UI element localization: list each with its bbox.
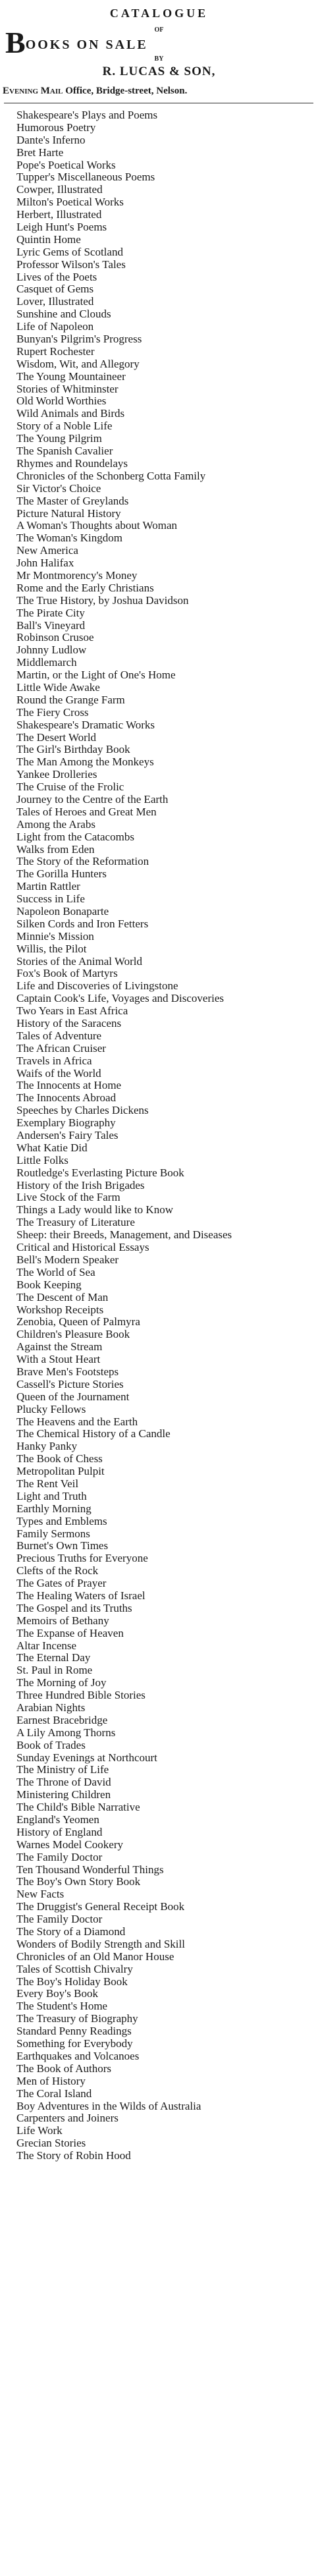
book-list-item: The Family Doctor [16, 1913, 103, 1926]
book-list-item: The Woman's Kingdom [16, 532, 122, 545]
book-list-item: Light and Truth [16, 1490, 87, 1502]
book-list-item: Book of Trades [16, 1739, 86, 1751]
book-list-item: Ball's Vineyard [16, 619, 86, 632]
book-list-item: The Boy's Holiday Book [16, 1975, 128, 1988]
book-list-item: Wisdom, Wit, and Allegory [16, 358, 140, 370]
book-list-item: Book Keeping [16, 1278, 82, 1291]
book-list-item: Wonders of Bodily Strength and Skill [16, 1938, 185, 1950]
book-list-item: Mr Montmorency's Money [16, 569, 138, 582]
book-list-item: Ten Thousand Wonderful Things [16, 1863, 164, 1876]
book-list-item: Little Folks [16, 1154, 68, 1166]
of-label: OF [154, 26, 164, 34]
book-list-item: Sunshine and Clouds [16, 308, 111, 321]
book-list-item: Metropolitan Pulpit [16, 1466, 105, 1478]
books-on-sale-heading [5, 28, 315, 58]
book-list-item: Speeches by Charles Dickens [16, 1105, 149, 1117]
book-list-item: Burnet's Own Times [16, 1540, 109, 1552]
book-list-item: The Druggist's General Receipt Book [16, 1901, 185, 1913]
book-list-item: Exemplary Biography [16, 1117, 116, 1130]
book-list-item: Minnie's Mission [16, 930, 94, 943]
book-list-item: Bunyan's Pilgrim's Progress [16, 333, 142, 346]
book-list-item: The Fiery Cross [16, 706, 89, 719]
book-list-item: Tupper's Miscellaneous Poems [16, 171, 155, 184]
book-list-item: Men of History [16, 2075, 86, 2087]
book-list-item: Round the Grange Farm [16, 694, 125, 706]
book-list-item: History of the Irish Brigades [16, 1179, 145, 1192]
book-list-item: Live Stock of the Farm [16, 1192, 120, 1204]
book-list-item: The Heavens and the Earth [16, 1415, 138, 1428]
address-rest: Office, Bridge-street, Nelson. [63, 86, 188, 96]
book-list-item: Among the Arabs [16, 818, 95, 831]
book-list-item: Two Years in East Africa [16, 1005, 128, 1018]
book-list-item: A Woman's Thoughts about Woman [16, 520, 177, 532]
book-list-item: The Boy's Own Story Book [16, 1876, 141, 1888]
book-list-item: Story of a Noble Life [16, 420, 113, 433]
book-list-item: What Katie Did [16, 1141, 88, 1154]
book-list-item: Tales of Scottish Chivalry [16, 1963, 133, 1975]
book-list-item: History of the Saracens [16, 1018, 122, 1030]
book-list-item: Clefts of the Rock [16, 1565, 99, 1577]
book-list-item: Zenobia, Queen of Palmyra [16, 1316, 140, 1329]
book-list-item: Martin Rattler [16, 881, 80, 893]
book-list-item: Sheep: their Breeds, Management, and Diseases [16, 1229, 232, 1242]
book-list-item: Chronicles of an Old Manor House [16, 1950, 174, 1963]
book-list-item: Sunday Evenings at Northcourt [16, 1751, 157, 1764]
book-list-item: Life of Napoleon [16, 321, 94, 333]
book-list-item: History of England [16, 1826, 103, 1838]
book-list-item: Walks from Eden [16, 843, 95, 856]
book-list-item: Milton's Poetical Works [16, 196, 124, 209]
book-list-item: Little Wide Awake [16, 681, 100, 694]
book-list-item: Rome and the Early Christians [16, 582, 154, 594]
book-list-item: Robinson Crusoe [16, 632, 94, 644]
book-list-item: Hanky Panky [16, 1440, 78, 1453]
book-list-item: Standard Penny Readings [16, 2025, 132, 2038]
book-list-item: With a Stout Heart [16, 1354, 101, 1366]
book-list-item: The Chemical History of a Candle [16, 1428, 171, 1440]
book-list-item: Journey to the Centre of the Earth [16, 793, 169, 806]
book-list-item: Rhymes and Roundelays [16, 457, 128, 470]
book-list-item: Arabian Nights [16, 1702, 86, 1714]
book-list-item: Old World Worthies [16, 395, 107, 408]
book-list-item: Altar Incense [16, 1639, 77, 1652]
book-list-item: The Story of the Reformation [16, 856, 149, 868]
book-list-item: The Ministry of Life [16, 1764, 109, 1776]
book-list-item: Light from the Catacombs [16, 831, 134, 843]
book-list-item: Waifs of the World [16, 1067, 101, 1080]
book-list-item: Yankee Drolleries [16, 769, 97, 781]
book-list-item: Children's Pleasure Book [16, 1329, 130, 1341]
book-list-item: Life and Discoveries of Livingstone [16, 980, 178, 993]
book-list-item: Earnest Bracebridge [16, 1714, 108, 1726]
book-list-item: Routledge's Everlasting Picture Book [16, 1166, 184, 1179]
book-list-item: Cowper, Illustrated [16, 184, 103, 196]
book-list-item: A Lily Among Thorns [16, 1726, 116, 1739]
book-list-item: Success in Life [16, 893, 85, 906]
book-list-item: Three Hundred Bible Stories [16, 1689, 146, 1702]
book-list-item: The Treasury of Literature [16, 1217, 135, 1229]
publisher-name: R. LUCAS & SON, [102, 65, 216, 78]
book-list-item: England's Yeomen [16, 1814, 99, 1826]
book-list-item: The Pirate City [16, 607, 85, 619]
book-list-item: Every Boy's Book [16, 1988, 98, 2000]
book-list-item: The Expanse of Heaven [16, 1627, 124, 1639]
book-list-item: New America [16, 545, 78, 557]
book-list-item: John Halifax [16, 557, 74, 570]
book-list-item: The Throne of David [16, 1776, 111, 1789]
publisher-address [3, 86, 316, 97]
book-list-item: Life Work [16, 2125, 63, 2137]
book-list-item: The Master of Greylands [16, 495, 129, 507]
book-list-item: Cassell's Picture Stories [16, 1378, 124, 1390]
book-list-item: Stories of Whitminster [16, 383, 119, 395]
book-list-item: The Innocents Abroad [16, 1092, 117, 1105]
book-list-item: The Book of Chess [16, 1453, 103, 1466]
book-list-item: New Facts [16, 1888, 65, 1901]
book-list-item: The Spanish Cavalier [16, 445, 113, 458]
book-list-item: The African Cruiser [16, 1042, 106, 1055]
book-list-item: Tales of Adventure [16, 1029, 102, 1042]
book-list-item: The Rent Veil [16, 1477, 79, 1490]
book-list-item: The True History, by Joshua Davidson [16, 594, 189, 607]
book-list-item: The Gorilla Hunters [16, 868, 107, 881]
book-list-item: Things a Lady would like to Know [16, 1204, 173, 1217]
book-list-item: Herbert, Illustrated [16, 209, 102, 221]
book-list-item: The Child's Bible Narrative [16, 1801, 140, 1814]
book-list-item: Grecian Stories [16, 2137, 86, 2150]
book-list-item: Earthquakes and Volcanoes [16, 2050, 140, 2062]
book-list-item: The Innocents at Home [16, 1080, 122, 1092]
book-list-item: Quintin Home [16, 233, 81, 246]
book-list-item: Stories of the Animal World [16, 955, 142, 968]
book-list [0, 109, 318, 2162]
book-list-item: The Story of Robin Hood [16, 2150, 131, 2162]
book-list-item: The Student's Home [16, 2000, 108, 2013]
book-list-item: Travels in Africa [16, 1055, 92, 1067]
book-list-item: Middlemarch [16, 657, 77, 669]
by-label: BY [154, 55, 164, 63]
book-list-item: Types and Emblems [16, 1515, 107, 1527]
book-list-item: Pope's Poetical Works [16, 159, 116, 171]
book-list-item: The Gospel and its Truths [16, 1602, 132, 1614]
book-list-item: Martin, or the Light of One's Home [16, 669, 176, 682]
books-initial: B [5, 26, 26, 59]
book-list-item: Warnes Model Cookery [16, 1838, 123, 1851]
book-list-item: Fox's Book of Martyrs [16, 968, 118, 980]
book-list-item: Plucky Fellows [16, 1403, 86, 1415]
book-list-item: Lover, Illustrated [16, 296, 94, 308]
book-list-item: Boy Adventures in the Wilds of Australia [16, 2100, 201, 2112]
book-list-item: Bell's Modern Speaker [16, 1253, 119, 1266]
book-list-item: Something for Everybody [16, 2038, 133, 2050]
book-list-item: Tales of Heroes and Great Men [16, 806, 157, 818]
book-list-item: Dante's Inferno [16, 134, 86, 146]
book-list-item: Picture Natural History [16, 507, 121, 520]
book-list-item: Lyric Gems of Scotland [16, 246, 123, 258]
book-list-item: Johnny Ludlow [16, 644, 87, 657]
book-list-item: The Cruise of the Frolic [16, 781, 124, 794]
catalogue-title: CATALOGUE [109, 7, 209, 20]
book-list-item: Sir Victor's Choice [16, 482, 101, 495]
book-list-item: Casquet of Gems [16, 283, 94, 296]
book-list-item: St. Paul in Rome [16, 1664, 93, 1677]
book-list-item: Humorous Poetry [16, 121, 96, 134]
book-list-item: Professor Wilson's Tales [16, 258, 126, 271]
book-list-item: The Story of a Diamond [16, 1926, 126, 1938]
book-list-item: Shakespeare's Plays and Poems [16, 109, 158, 121]
book-list-item: Precious Truths for Everyone [16, 1552, 148, 1565]
book-list-item: The Healing Waters of Israel [16, 1589, 146, 1602]
book-list-item: Napoleon Bonaparte [16, 906, 109, 918]
book-list-item: The Family Doctor [16, 1851, 103, 1863]
address-lead: Evening Mail [3, 86, 63, 96]
book-list-item: The Treasury of Biography [16, 2013, 138, 2025]
book-list-item: Carpenters and Joiners [16, 2112, 119, 2125]
book-list-item: Chronicles of the Schonberg Cotta Family [16, 470, 206, 482]
books-rest: OOKS ON SALE [25, 38, 148, 52]
book-list-item: Andersen's Fairy Tales [16, 1130, 119, 1142]
book-list-item: Willis, the Pilot [16, 943, 87, 955]
book-list-item: The Gates of Prayer [16, 1577, 107, 1590]
book-list-item: Leigh Hunt's Poems [16, 221, 107, 234]
book-list-item: The Man Among the Monkeys [16, 756, 154, 769]
book-list-item: Bret Harte [16, 146, 64, 159]
book-list-item: Rupert Rochester [16, 345, 95, 358]
book-list-item: Family Sermons [16, 1527, 90, 1540]
book-list-item: The Desert World [16, 731, 97, 744]
book-list-item: Against the Stream [16, 1341, 103, 1354]
book-list-item: Memoirs of Bethany [16, 1614, 109, 1627]
book-list-item: Lives of the Poets [16, 271, 97, 283]
book-list-item: Earthly Morning [16, 1502, 92, 1515]
book-list-item: The Girl's Birthday Book [16, 744, 130, 756]
book-list-item: The Young Pilgrim [16, 433, 102, 445]
book-list-item: Shakespeare's Dramatic Works [16, 719, 155, 731]
book-list-item: The Coral Island [16, 2087, 92, 2100]
book-list-item: The Morning of Joy [16, 1677, 107, 1689]
book-list-item: Silken Cords and Iron Fetters [16, 918, 149, 930]
book-list-item: The Young Mountaineer [16, 370, 126, 383]
book-list-item: The Book of Authors [16, 2062, 112, 2075]
book-list-item: The World of Sea [16, 1266, 95, 1278]
book-list-item: Wild Animals and Birds [16, 408, 125, 420]
book-list-item: Captain Cook's Life, Voyages and Discoveries [16, 993, 224, 1005]
book-list-item: Brave Men's Footsteps [16, 1365, 119, 1378]
book-list-item: Critical and Historical Essays [16, 1242, 149, 1254]
book-list-item: Ministering Children [16, 1789, 111, 1801]
book-list-item: The Eternal Day [16, 1652, 91, 1664]
book-list-item: Queen of the Journament [16, 1390, 130, 1403]
book-list-item: Workshop Receipts [16, 1303, 104, 1316]
book-list-item: The Descent of Man [16, 1291, 109, 1303]
